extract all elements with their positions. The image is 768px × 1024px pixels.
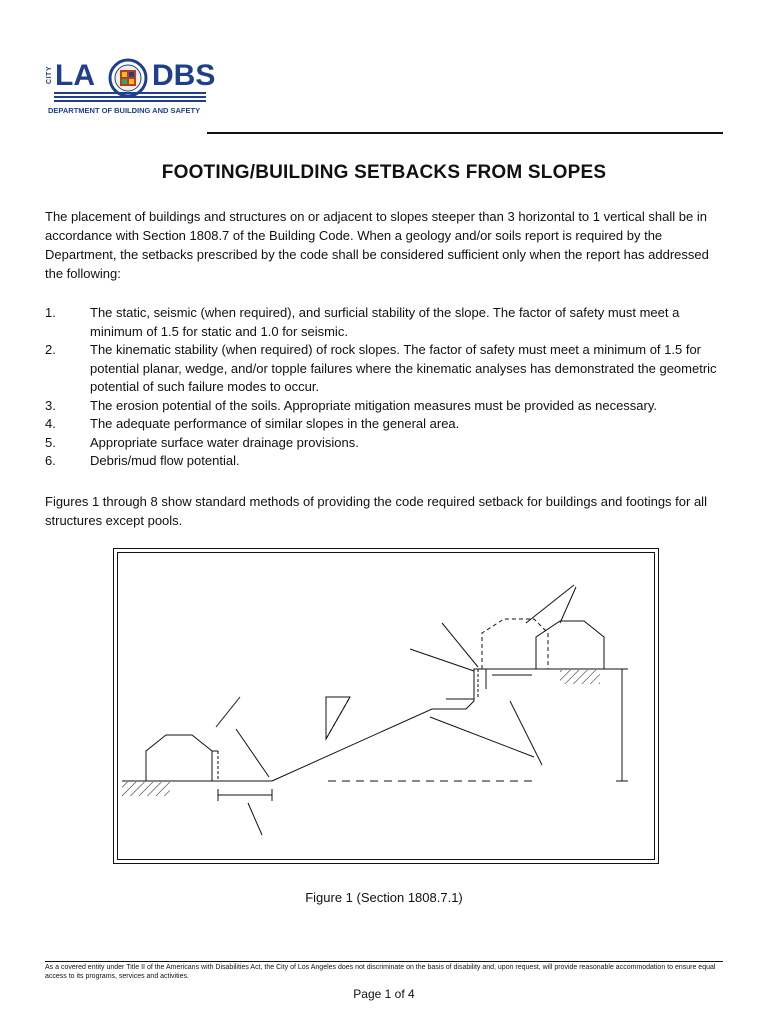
slope-setback-drawing [114,549,660,865]
leader-line [560,587,576,623]
toe-soil-hatch [122,782,170,796]
leader-line [248,803,262,835]
list-item-text: The static, seismic (when required), and surficial stability of the slope. The factor of safety must meet a minimum of 1.5 for static and 1.0 for seismic. [90,305,680,339]
list-item [45,415,725,434]
leader-line [510,701,542,765]
list-item-number: 4. [45,416,56,431]
list-item [45,452,725,471]
intro-paragraph: The placement of buildings and structures on or adjacent to slopes steeper than 3 horizontal to 1 vertical shall be in accordance with Section 1808.7 of the Building Code. When a geology and/or soils report is required by the Department, the setbacks prescribed by the code shall be considered sufficient only when the report has addressed the following: [45,209,709,281]
upper-house-dashed-outline [482,619,548,669]
logo-dbs-text: DBS [152,59,216,92]
list-item [45,341,725,397]
header-rule [207,132,723,134]
footer-rule [45,961,723,962]
list-item-number: 1. [45,305,56,320]
leader-line [216,697,240,727]
leader-line [410,649,474,671]
leader-line [236,729,269,777]
leader-line [526,585,574,623]
list-item [45,434,725,453]
logo-stripes [54,92,206,102]
page-number: Page 1 of 4 [353,987,415,1001]
logo-city-text: CITY [46,66,53,84]
page-title: FOOTING/BUILDING SETBACKS FROM SLOPES [161,162,607,183]
ada-footer-notice: As a covered entity under Title II of the Americans with Disabilities Act, the City of Los Angeles does not discriminate on the basis of disability and, upon request, will provide reasonable accommodation to ensure equal access to its programs, services and activities. [45,964,716,980]
list-item [45,304,725,341]
list-item-number: 3. [45,397,56,413]
list-item-text: The kinematic stability (when required) of rock slopes. The factor of safety must meet a minimum of 1.5 for potential planar, wedge, and/or topple failures where the kinematic analyses has demonstrated the geometric potential of such failure modes to occur. [90,342,717,394]
top-soil-hatch [560,670,600,684]
list-item-text: The erosion potential of the soils. Appropriate mitigation measures must be provided as necessary. [90,397,658,413]
list-item-number: 6. [45,453,56,468]
list-item-number: 5. [45,434,56,450]
slope-face [272,669,622,781]
figure-1-diagram [113,548,659,864]
list-item-number: 2. [45,342,56,357]
requirements-list [45,304,725,471]
logo-department-text: DEPARTMENT OF BUILDING AND SAFETY [48,106,201,115]
lower-house-outline [146,735,212,781]
ladbs-logo [46,58,216,118]
list-item-text: Debris/mud flow potential. [90,453,240,468]
list-item-text: The adequate performance of similar slopes in the general area. [90,416,460,431]
leader-line [442,623,478,667]
upper-house-outline [536,621,604,669]
figures-paragraph: Figures 1 through 8 show standard methods of providing the code required setback for buildings and footings for all structures except pools. [45,494,707,528]
logo-la-text: LA [55,59,95,92]
figure-caption: Figure 1 (Section 1808.7.1) [305,890,463,905]
list-item-text: Appropriate surface water drainage provisions. [90,434,359,450]
list-item [45,397,725,416]
leader-line [430,717,534,757]
